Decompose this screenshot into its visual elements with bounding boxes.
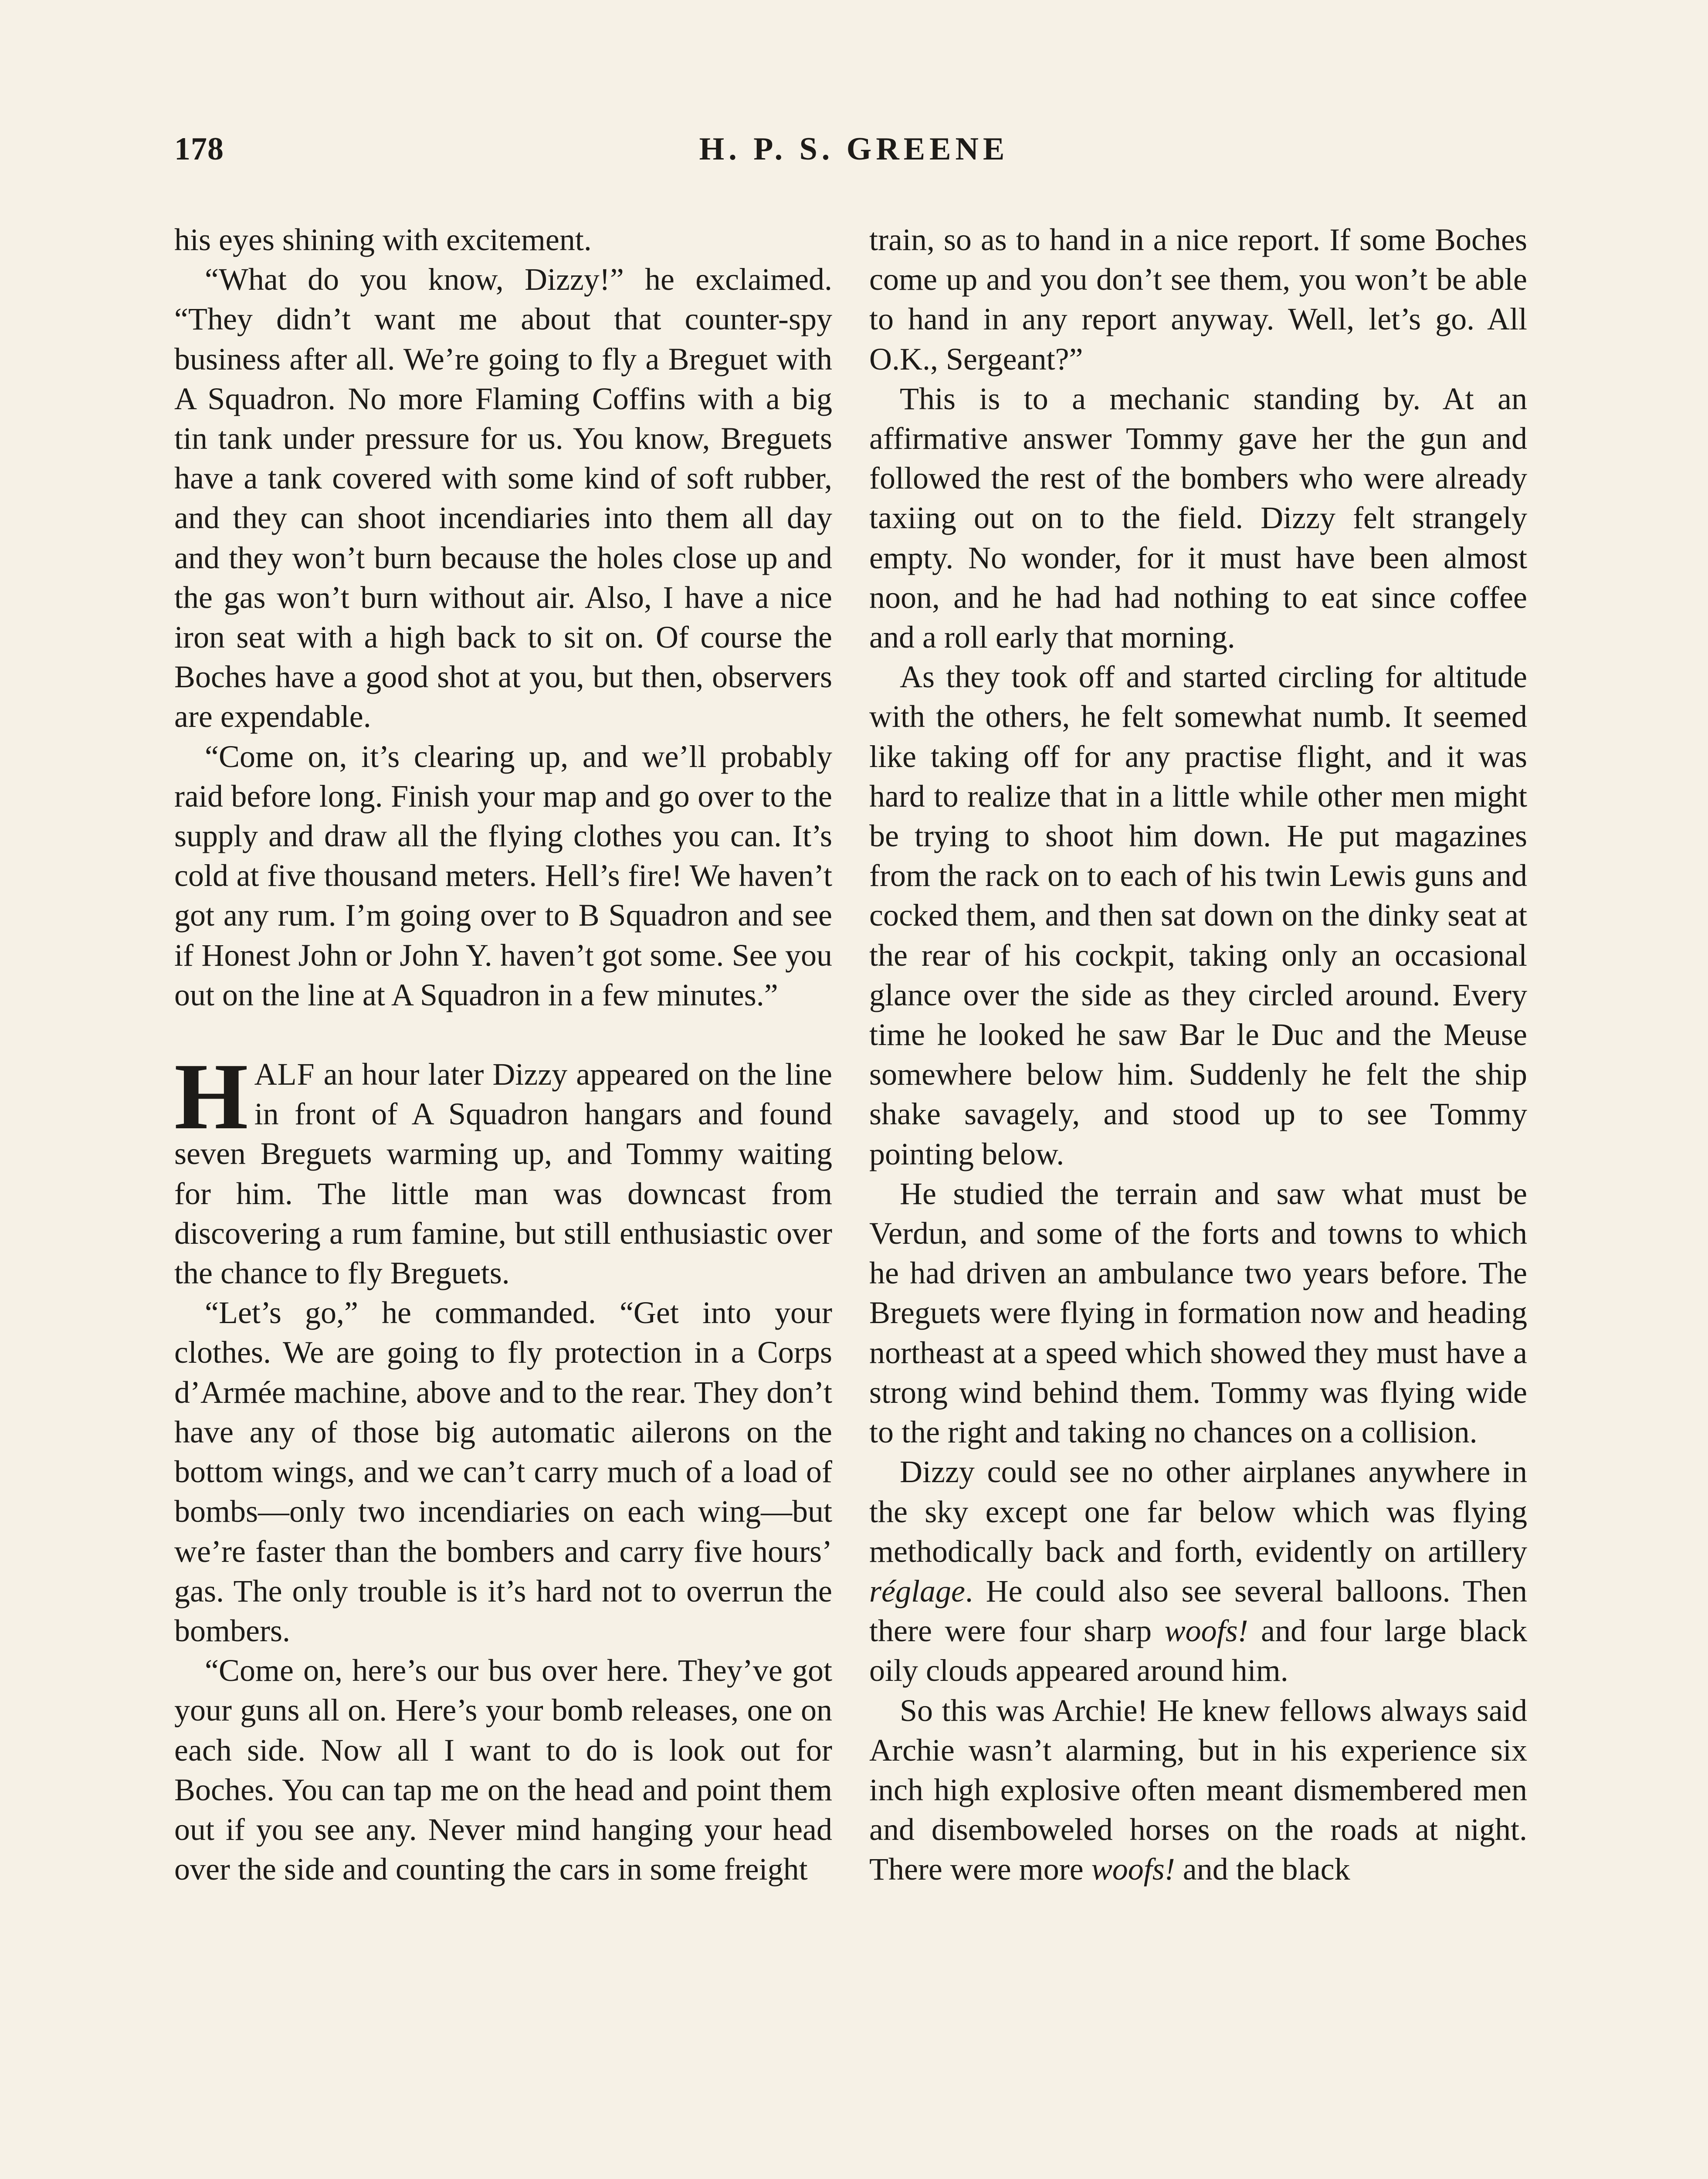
left-column [174,220,832,1889]
paragraph: train, so as to hand in a nice report. If some Boches come up and you don’t see them, you won’t be able to hand in any report anyway. Well, let’s go. All O.K., Sergeant?” [869,222,1527,377]
paragraph: “What do you know, Dizzy!” he exclaimed. “They didn’t want me about that counter-spy business after all. We’re going to fly a Breguet with A Squadron. No more Flaming Coffins with a big tin tank under pressure for us. You know, Breguets have a tank covered with some kind of soft rubber, and they can shoot incendiaries into them all day and they won’t burn because the holes close up and the gas won’t burn without air. Also, I have a nice iron seat with a high back to sit on. Of course the Boches have a good shot at you, but then, observers are expendable. [174,262,832,734]
small-caps-lead: ALF [254,1057,315,1092]
right-column [869,220,1527,1890]
paragraph [869,1691,1527,1890]
paragraph: “Let’s go,” he commanded. “Get into your clothes. We are going to fly protection in a Corps d’Armée machine, above and to the rear. They don’t have any of those big automatic ailerons on the bottom wings, and we can’t carry much of a load of bombs—only two incendiaries on each wing—but we’re faster than the bombers and carry five hours’ gas. The only trouble is it’s hard not to overrun the bombers. [174,1295,832,1648]
running-head: H. P. S. GREENE [699,131,1009,167]
paragraph: He studied the terrain and saw what must be Verdun, and some of the forts and towns to which he had driven an ambulance two years before. The Breguets were flying in formation now and heading northeast at a speed which showed they must have a strong wind behind them. Tommy was flying wide to the right and taking no chances on a collision. [869,1176,1527,1450]
paragraph: As they took off and started circling for altitude with the others, he felt somewhat numb. It seemed like taking off for any practise flight, and it was hard to realize that in a little while other men might be trying to shoot him down. He put magazines from the rack on to each of his twin Lewis guns and cocked them, and then sat down on the dinky seat at the rear of his cockpit, taking only an occasional glance over the side as they circled around. Every time he looked he saw Bar le Duc and the Meuse somewhere below him. Suddenly he felt the ship shake savagely, and stood up to see Tommy pointing below. [869,659,1527,1171]
page-number: 178 [174,131,224,167]
paragraph [869,1452,1527,1690]
italic-text: woofs! [1164,1613,1248,1649]
italic-text: réglage [869,1573,965,1609]
drop-cap: H [174,1044,248,1150]
paragraph: “Come on, it’s clearing up, and we’ll probably raid before long. Finish your map and go over to the supply and draw all the flying clothes you can. It’s cold at five thousand meters. Hell’s fire! We haven’t got any rum. I’m going over to B Squadron and see if Honest John or John Y. haven’t got some. See you out on the line at A Squadron in a few minutes.” [174,739,832,1012]
paragraph-text: and the black [1175,1852,1350,1887]
section-paragraph [174,1044,832,1293]
page-header [174,131,1534,192]
paragraph: This is to a mechanic standing by. At an affirmative answer Tommy gave her the gun and followed the rest of the bombers who were already taxiing out on to the field. Dizzy felt strangely empty. No wonder, for it must have been almost noon, and he had had nothing to eat since coffee and a roll early that morning. [869,381,1527,655]
paragraph-text: an hour later Dizzy appeared on the line in front of A Squadron hangars and found seven Breguets warming up, and Tommy waiting for him. The little man was downcast from discovering a rum famine, but still enthusiastic over the chance to fly Breguets. [174,1057,832,1291]
paragraph-text: So this was Archie! He knew fellows always said Archie wasn’t alarming, but in his experience six inch high explosive often meant dismembered men and disemboweled horses on the roads at night. There were more [869,1693,1527,1887]
paragraph: “Come on, here’s our bus over here. They’ve got your guns all on. Here’s your bomb releases, one on each side. Now all I want to do is look out for Boches. You can tap me on the head and point them out if you see any. Never mind hanging your head over the side and counting the cars in some freight [174,1653,832,1887]
paragraph: his eyes shining with excitement. [174,222,592,257]
paragraph-text: . He could also see several balloons. Then there were four sharp [869,1573,1527,1649]
paragraph-text: and four large black oily clouds appeared around him. [869,1613,1528,1688]
paragraph-text: Dizzy could see no other airplanes anywhere in the sky except one far below which was flying methodically back and forth, evidently on artillery [869,1454,1527,1569]
italic-text: woofs! [1091,1852,1175,1887]
